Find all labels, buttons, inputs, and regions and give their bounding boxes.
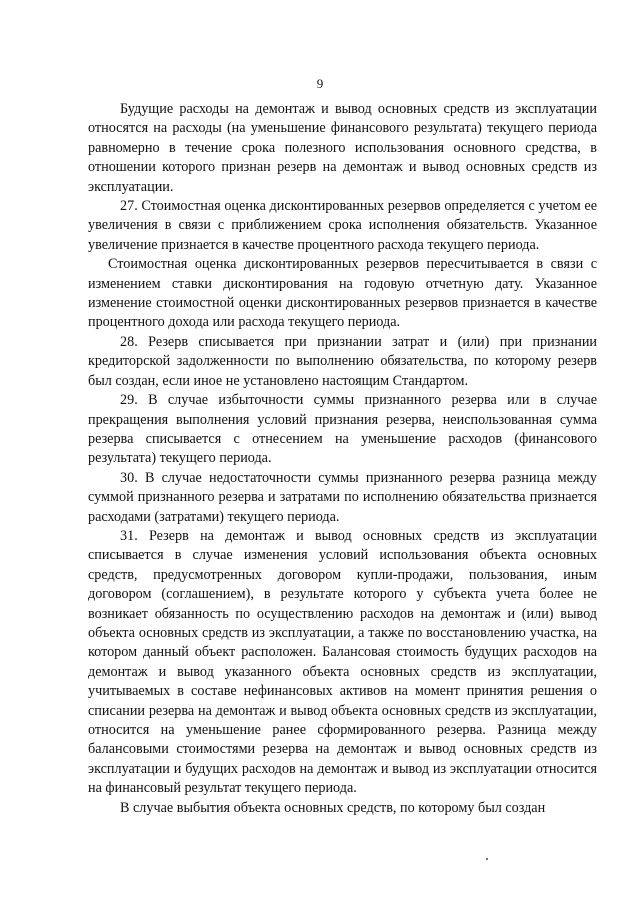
paragraph-future-expenses: Будущие расходы на демонтаж и вывод основных средств из эксплуатации относятся на расходы (на уменьшение финансового результата) текущего периода равномерно в течение срока полезного использования основного средства, в отношении которого признан резерв на демонтаж и вывод основных средств из эксплуатации. — [88, 101, 597, 195]
paragraph-27-recalculation: Стоимостная оценка дисконтированных резервов пересчитывается в связи с изменением ставки дисконтирования на годовую отчетную дату. Указанное изменение стоимостной оценки дисконтированных резервов признается в качестве процентного дохода или расхода текущего периода. — [88, 256, 597, 331]
paragraph-31: 31. Резерв на демонтаж и вывод основных средств из эксплуатации списывается в случае изменения условий использования объекта основных средств, предусмотренных договором купли-продажи, пользования, иным договором (соглашением), в результате которого у субъекта учета более не возникает обязанность по осуществлению расходов на демонтаж и (или) вывод объекта основных средств из эксплуатации, а также по восстановлению участка, на котором данный объект расположен. Балансовая стоимость будущих расходов на демонтаж и вывод указанного объекта основных средств из эксплуатации, учитываемых в составе нефинансовых активов на момент принятия решения о списании резерва на демонтаж и вывод объекта основных средств из эксплуатации, относится на уменьшение ранее сформированного резерва. Разница между балансовыми стоимостями резерва на демонтаж и вывод основных средств из эксплуатации и будущих расходов на демонтаж и вывод из эксплуатации относится на финансовый результат текущего периода. — [88, 527, 597, 797]
paragraph-28: 28. Резерв списывается при признании затрат и (или) при признании кредиторской задолженности по выполнению обязательства, по которому резерв был создан, если иное не установлено настоящим Стандартом. — [88, 333, 597, 389]
page-number: 9 — [316, 76, 324, 91]
document-body — [88, 100, 597, 818]
paragraph-27: 27. Стоимостная оценка дисконтированных резервов определяется с учетом ее увеличения в связи с приближением срока исполнения обязательств. Указанное увеличение признается в качестве процентного расхода текущего периода. — [88, 198, 597, 253]
scan-speck — [486, 858, 488, 860]
paragraph-29: 29. В случае избыточности суммы признанного резерва или в случае прекращения выполнения условий признания резерва, неиспользованная сумма резерва списывается с отнесением на уменьшение расходов (финансового результата) текущего периода. — [88, 392, 597, 467]
paragraph-30: 30. В случае недостаточности суммы признанного резерва разница между суммой признанного резерва и затратами по исполнению обязательства признается расходами (затратами) текущего периода. — [88, 469, 597, 525]
paragraph-disposal: В случае выбытия объекта основных средств, по которому был создан — [120, 799, 546, 816]
